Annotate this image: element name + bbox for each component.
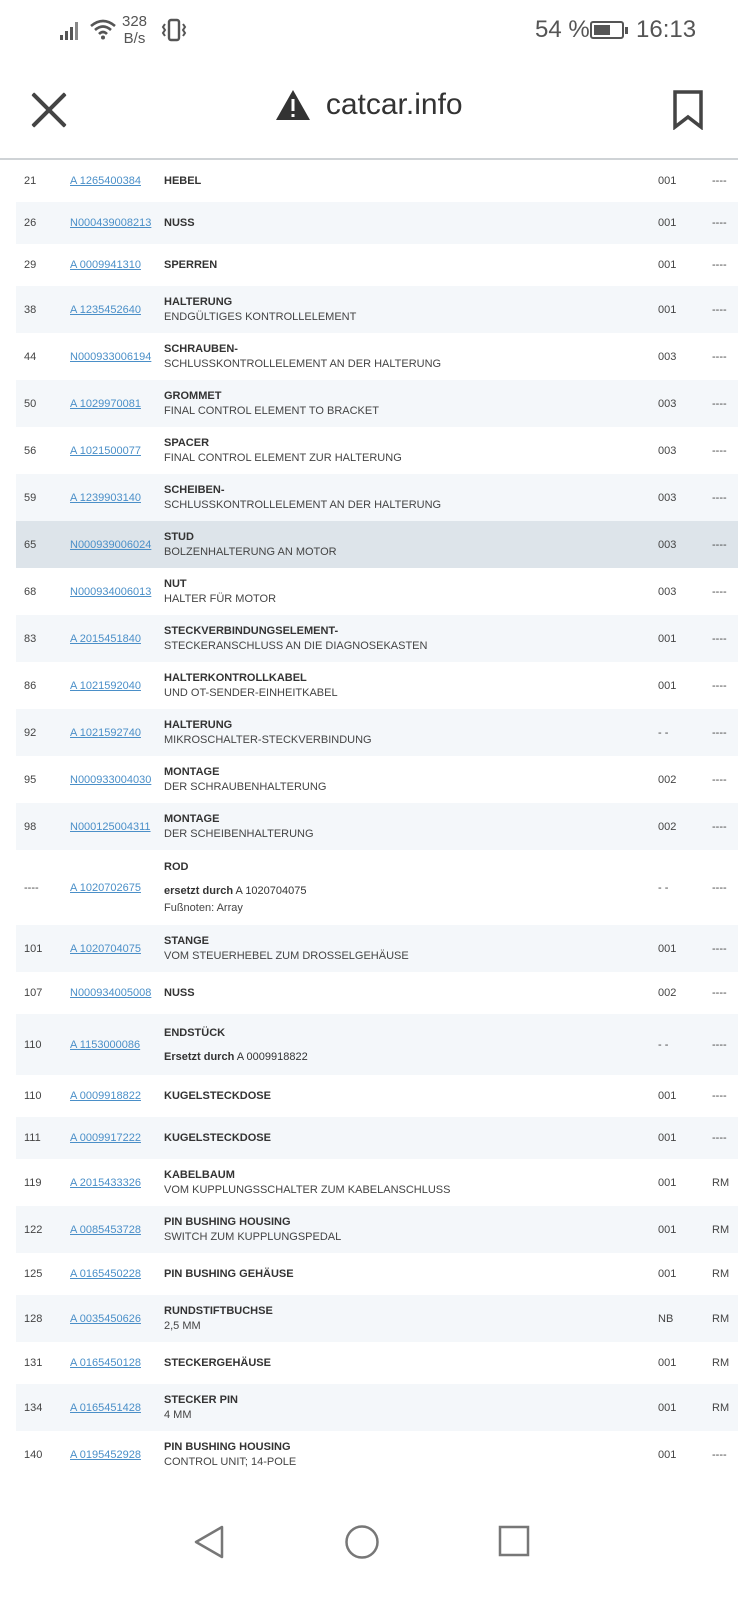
remark: ---- (712, 632, 727, 645)
part-description (164, 1431, 624, 1478)
part-number-link[interactable]: A 0165451428 (70, 1401, 141, 1414)
position-number: 125 (24, 1268, 43, 1280)
quantity: 001 (658, 175, 677, 187)
part-number-link[interactable]: N000933004030 (70, 773, 152, 786)
part-number-link[interactable]: A 0195452928 (70, 1448, 141, 1461)
replacement-note (164, 885, 307, 897)
remark: ---- (712, 1090, 727, 1102)
position-number: 68 (24, 585, 37, 598)
position-number: 92 (24, 726, 37, 739)
signal-icon (60, 18, 82, 42)
battery-icon (590, 21, 624, 39)
quantity: 003 (658, 350, 677, 363)
part-title: SCHEIBEN- (164, 484, 225, 496)
part-description (164, 244, 624, 286)
quantity: - - (658, 726, 669, 739)
position-number: 140 (24, 1448, 43, 1461)
table-row[interactable] (16, 380, 738, 427)
part-description (164, 803, 624, 850)
remark: RM (712, 1357, 730, 1369)
part-description (164, 1342, 624, 1384)
part-title: PIN BUSHING HOUSING (164, 1441, 291, 1453)
table-row[interactable] (16, 286, 738, 333)
part-title: NUT (164, 578, 187, 590)
part-description (164, 380, 624, 427)
position-number: 44 (24, 350, 37, 363)
table-row[interactable] (16, 662, 738, 709)
table-row[interactable] (16, 709, 738, 756)
part-number-link[interactable]: N000439008213 (70, 217, 152, 229)
wifi-icon (90, 18, 116, 40)
quantity: 001 (658, 259, 677, 271)
status-bar (0, 0, 738, 62)
part-title: SPACER (164, 437, 210, 449)
quantity: 001 (658, 303, 677, 316)
part-number-link[interactable]: A 0009918822 (70, 1090, 141, 1102)
part-description (164, 474, 624, 521)
table-row[interactable] (16, 202, 738, 244)
part-description (164, 1075, 624, 1117)
part-subtitle: FINAL CONTROL ELEMENT TO BRACKET (164, 405, 379, 417)
part-subtitle: ENDGÜLTIGES KONTROLLELEMENT (164, 311, 357, 323)
part-number-link[interactable]: A 2015451840 (70, 632, 141, 645)
replacement-part: A 1020704075 (233, 885, 307, 897)
network-speed-unit: B/s (123, 30, 146, 47)
part-subtitle: UND OT-SENDER-EINHEITKABEL (164, 687, 338, 699)
remark: ---- (712, 679, 727, 692)
part-title: STANGE (164, 935, 210, 947)
part-number-link[interactable]: A 0035450626 (70, 1312, 141, 1325)
remark: RM (712, 1268, 730, 1280)
quantity: 003 (658, 444, 677, 457)
quantity: 001 (658, 632, 677, 645)
part-subtitle: 4 MM (164, 1409, 192, 1421)
position-number: 110 (24, 1038, 42, 1051)
network-speed-value: 328 (122, 13, 148, 30)
position-number: 26 (24, 217, 37, 229)
part-description (164, 333, 624, 380)
part-title: PIN BUSHING GEHÄUSE (164, 1268, 294, 1280)
part-title: SPERREN (164, 259, 218, 271)
position-number: 29 (24, 259, 37, 271)
part-title: ROD (164, 861, 189, 873)
replacement-note (164, 1051, 308, 1063)
quantity: 001 (658, 942, 677, 955)
part-description (164, 1384, 624, 1431)
position-number: 122 (24, 1223, 43, 1236)
table-row[interactable] (16, 1253, 738, 1295)
part-title: HALTERKONTROLLKABEL (164, 672, 307, 684)
remark: ---- (712, 259, 727, 271)
quantity: - - (658, 1038, 669, 1051)
table-row[interactable] (16, 427, 738, 474)
navigation-bar (0, 1500, 738, 1600)
part-title: KUGELSTECKDOSE (164, 1090, 271, 1102)
position-number: 59 (24, 491, 37, 504)
battery-percent: 54 % (535, 16, 590, 43)
position-number: 98 (24, 820, 37, 833)
vibrate-icon (160, 18, 188, 42)
clock: 16:13 (636, 16, 697, 43)
part-number-link[interactable]: A 1021592040 (70, 679, 141, 692)
position-number: ---- (24, 881, 39, 894)
part-number-link[interactable]: A 0165450128 (70, 1357, 141, 1369)
quantity: 001 (658, 1448, 677, 1461)
part-description (164, 925, 624, 972)
table-row[interactable] (16, 756, 738, 803)
part-description (164, 427, 624, 474)
part-description (164, 286, 624, 333)
table-row[interactable] (16, 1014, 738, 1075)
url-text: catcar.info (325, 88, 463, 121)
part-description (164, 1159, 624, 1206)
quantity: 001 (658, 1223, 677, 1236)
part-description (164, 1253, 624, 1295)
position-number: 56 (24, 444, 37, 457)
table-row[interactable] (16, 160, 738, 202)
quantity: 001 (658, 1132, 677, 1144)
remark: ---- (712, 491, 727, 504)
quantity: NB (658, 1312, 674, 1325)
part-number-link[interactable]: A 0009917222 (70, 1132, 141, 1144)
remark: ---- (712, 585, 727, 598)
part-number-link[interactable]: A 1265400384 (70, 175, 141, 187)
part-title: RUNDSTIFTBUCHSE (164, 1305, 273, 1317)
part-number-link[interactable]: A 1235452640 (70, 303, 141, 316)
part-title: MONTAGE (164, 813, 220, 825)
table-row[interactable] (16, 1295, 738, 1342)
remark: ---- (712, 397, 727, 410)
remark: ---- (712, 444, 727, 457)
table-row[interactable] (16, 925, 738, 972)
part-subtitle: BOLZENHALTERUNG AN MOTOR (164, 546, 337, 558)
table-row[interactable] (16, 474, 738, 521)
position-number: 131 (24, 1357, 43, 1369)
replacement-label: Ersetzt durch (164, 1050, 235, 1063)
part-title: STECKVERBINDUNGSELEMENT- (164, 625, 339, 637)
part-description (164, 850, 624, 925)
table-row[interactable] (16, 1342, 738, 1384)
table-row[interactable] (16, 1075, 738, 1117)
position-number: 50 (24, 397, 37, 410)
part-number-link[interactable]: N000939006024 (70, 538, 152, 551)
part-description (164, 160, 624, 202)
browser-toolbar (0, 62, 738, 160)
position-number: 83 (24, 632, 37, 645)
remark: ---- (712, 1448, 727, 1461)
remark: RM (712, 1401, 730, 1414)
part-number-link[interactable]: A 1020704075 (70, 942, 141, 955)
part-description (164, 1117, 624, 1159)
part-number-link[interactable]: A 1239903140 (70, 491, 141, 504)
position-number: 111 (24, 1132, 41, 1144)
remark: ---- (712, 538, 727, 551)
part-description (164, 1014, 624, 1075)
back-icon[interactable] (192, 1524, 226, 1560)
position-number: 101 (24, 942, 43, 955)
quantity: 003 (658, 491, 677, 504)
part-number-link[interactable]: N000125004311 (70, 820, 151, 833)
part-subtitle: FINAL CONTROL ELEMENT ZUR HALTERUNG (164, 452, 402, 464)
part-title: PIN BUSHING HOUSING (164, 1216, 291, 1228)
part-subtitle: VOM KUPPLUNGSSCHALTER ZUM KABELANSCHLUSS (164, 1184, 451, 1196)
position-number: 95 (24, 773, 37, 786)
part-number-link[interactable]: A 1020702675 (70, 881, 141, 894)
replacement-label: ersetzt durch (164, 885, 234, 897)
part-title: KABELBAUM (164, 1169, 235, 1181)
remark: ---- (712, 175, 727, 187)
part-title: SCHRAUBEN- (164, 343, 238, 355)
quantity: 001 (658, 1401, 677, 1414)
part-title: STECKER PIN (164, 1394, 238, 1406)
part-description (164, 662, 624, 709)
part-title: NUSS (164, 987, 195, 999)
quantity: 002 (658, 987, 677, 999)
position-number: 65 (24, 538, 37, 551)
part-subtitle: DER SCHEIBENHALTERUNG (164, 828, 314, 840)
part-subtitle: HALTER FÜR MOTOR (164, 593, 277, 605)
part-description (164, 756, 624, 803)
remark: RM (712, 1223, 730, 1236)
part-title: KUGELSTECKDOSE (164, 1132, 271, 1144)
part-subtitle: CONTROL UNIT; 14-POLE (164, 1456, 297, 1468)
remark: ---- (712, 942, 727, 955)
part-title: HALTERUNG (164, 719, 233, 731)
table-row[interactable] (16, 333, 738, 380)
table-row[interactable] (16, 1206, 738, 1253)
part-number-link[interactable]: N000934005008 (70, 987, 152, 999)
table-row[interactable] (16, 521, 738, 568)
remark: ---- (712, 773, 727, 786)
part-title: STUD (164, 531, 194, 543)
part-subtitle: 2,5 MM (164, 1320, 201, 1332)
part-number-link[interactable]: N000933006194 (70, 350, 152, 363)
position-number: 119 (24, 1176, 42, 1189)
remark: RM (712, 1312, 730, 1325)
table-row[interactable] (16, 244, 738, 286)
position-number: 38 (24, 303, 37, 316)
table-row[interactable] (16, 1159, 738, 1206)
warning-icon (275, 89, 311, 121)
replacement-part: A 0009918822 (234, 1050, 308, 1063)
quantity: 003 (658, 538, 677, 551)
part-subtitle: SWITCH ZUM KUPPLUNGSPEDAL (164, 1231, 342, 1243)
remark: ---- (712, 1132, 727, 1144)
position-number: 110 (24, 1090, 42, 1102)
quantity: 001 (658, 1357, 677, 1369)
part-subtitle: VOM STEUERHEBEL ZUM DROSSELGEHÄUSE (164, 950, 409, 962)
part-number-link[interactable]: A 1021592740 (70, 726, 141, 739)
remark: RM (712, 1176, 730, 1189)
part-number-link[interactable]: A 1021500077 (70, 444, 141, 457)
part-number-link[interactable]: A 2015433326 (70, 1176, 141, 1189)
part-description (164, 615, 624, 662)
part-subtitle: MIKROSCHALTER-STECKVERBINDUNG (164, 734, 372, 746)
table-row[interactable] (16, 1431, 738, 1478)
part-title: HEBEL (164, 175, 202, 187)
position-number: 86 (24, 679, 37, 692)
part-description (164, 521, 624, 568)
position-number: 21 (24, 175, 37, 187)
remark: ---- (712, 303, 727, 316)
parts-table (16, 160, 738, 1478)
quantity: 001 (658, 217, 677, 229)
part-subtitle: STECKERANSCHLUSS AN DIE DIAGNOSEKASTEN (164, 640, 428, 652)
quantity: 001 (658, 1176, 677, 1189)
bookmark-icon[interactable] (672, 90, 704, 130)
part-title: MONTAGE (164, 766, 220, 778)
table-row[interactable] (16, 972, 738, 1014)
remark: ---- (712, 1038, 727, 1051)
quantity: 001 (658, 1090, 677, 1102)
quantity: 002 (658, 773, 677, 786)
remark: ---- (712, 726, 727, 739)
quantity: 003 (658, 397, 677, 410)
remark: ---- (712, 350, 727, 363)
part-description (164, 972, 624, 1014)
footnote: Fußnoten: Array (164, 902, 243, 914)
part-title: ENDSTÜCK (164, 1026, 226, 1039)
quantity: 001 (658, 679, 677, 692)
recent-apps-icon[interactable] (498, 1525, 530, 1557)
position-number: 134 (24, 1401, 43, 1414)
part-description (164, 1206, 624, 1253)
table-row[interactable] (16, 615, 738, 662)
table-row[interactable] (16, 1117, 738, 1159)
remark: ---- (712, 217, 727, 229)
part-title: HALTERUNG (164, 296, 233, 308)
part-description (164, 1295, 624, 1342)
quantity: 001 (658, 1268, 677, 1280)
table-row[interactable] (16, 1384, 738, 1431)
table-row[interactable] (16, 850, 738, 925)
quantity: - - (658, 881, 669, 894)
part-title: STECKERGEHÄUSE (164, 1357, 271, 1369)
remark: ---- (712, 881, 727, 894)
part-description (164, 202, 624, 244)
part-subtitle: SCHLUSSKONTROLLELEMENT AN DER HALTERUNG (164, 499, 442, 511)
part-subtitle: DER SCHRAUBENHALTERUNG (164, 781, 327, 793)
part-title: NUSS (164, 217, 195, 229)
position-number: 128 (24, 1312, 43, 1325)
remark: ---- (712, 987, 727, 999)
remark: ---- (712, 820, 727, 833)
part-description (164, 568, 624, 615)
part-number-link[interactable]: A 1029970081 (70, 397, 141, 410)
address-bar[interactable] (0, 88, 738, 122)
table-row[interactable] (16, 803, 738, 850)
position-number: 107 (24, 987, 43, 999)
quantity: 002 (658, 820, 677, 833)
part-title: GROMMET (164, 390, 222, 402)
part-number-link[interactable]: A 0009941310 (70, 259, 141, 271)
part-number-link[interactable]: A 1153000086 (70, 1038, 141, 1051)
quantity: 003 (658, 585, 677, 598)
part-number-link[interactable]: A 0085453728 (70, 1223, 141, 1236)
table-row[interactable] (16, 568, 738, 615)
part-subtitle: SCHLUSSKONTROLLELEMENT AN DER HALTERUNG (164, 358, 442, 370)
network-speed (122, 13, 147, 47)
part-number-link[interactable]: N000934006013 (70, 585, 152, 598)
home-icon[interactable] (344, 1524, 380, 1560)
part-number-link[interactable]: A 0165450228 (70, 1268, 141, 1280)
part-description (164, 709, 624, 756)
